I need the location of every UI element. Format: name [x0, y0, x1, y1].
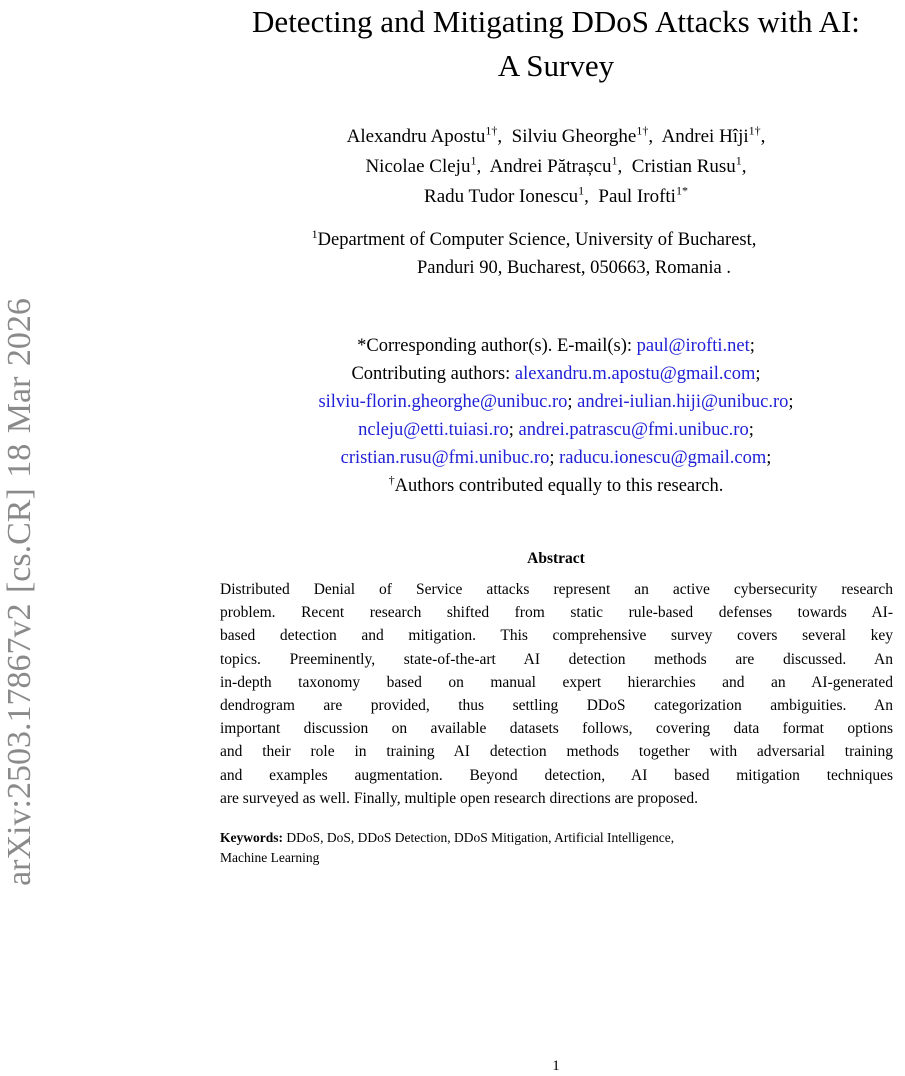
author: Silviu Gheorghe	[511, 126, 637, 147]
email-link[interactable]: paul@irofti.net	[636, 336, 750, 356]
contact-info: *Corresponding author(s). E-mail(s): paul@irofti.net; Contributing authors: alexandru.m.apostu@gmail.com; silviu-florin.gheorghe@unibuc.ro; andrei-iulian.hiji@unibuc.ro; ncleju@etti.tuiasi.ro; andrei.patrascu@fmi.unibuc.ro; cristian.rusu@fmi.unibuc.ro; raducu.ionescu@gmail.com; †Authors contributed equally to this research.	[318, 336, 794, 496]
author: Andrei Pătrașcu	[489, 156, 612, 177]
page-number: 1	[552, 1058, 560, 1074]
keywords-label: Keywords:	[220, 830, 283, 845]
abstract-line: Distributed Denial of Service attacks represent an active cybersecurity research	[220, 581, 893, 598]
affiliation-line: Department of Computer Science, University of Bucharest,	[317, 230, 757, 250]
title-line: A Survey	[497, 48, 615, 83]
abstract-heading: Abstract	[527, 550, 585, 567]
affiliation	[206, 226, 905, 282]
author-mark: 1	[735, 153, 742, 168]
author-mark: 1	[470, 153, 477, 168]
paper-title	[206, 0, 905, 88]
abstract-line: topics. Preeminently, state-of-the-art AI detection methods are discussed. An	[220, 650, 893, 668]
author: Andrei Hîji	[661, 126, 749, 147]
email-link[interactable]: alexandru.m.apostu@gmail.com	[514, 364, 756, 384]
title-line: Detecting and Mitigating DDoS Attacks with AI:	[252, 4, 860, 39]
author: Radu Tudor Ionescu	[424, 186, 579, 207]
author-mark: 1	[578, 183, 585, 198]
abstract-line: based detection and mitigation. This comprehensive survey covers several key	[220, 627, 893, 645]
equal-contribution-note: Authors contributed equally to this research.	[394, 476, 724, 496]
affiliation-line: Panduri 90, Bucharest, 050663, Romania .	[417, 258, 731, 278]
author: Cristian Rusu	[631, 156, 736, 177]
email-link[interactable]: ncleju@etti.tuiasi.ro	[358, 420, 509, 440]
author-mark: 1†	[636, 123, 649, 138]
abstract-line: and examples augmentation. Beyond detection, AI based mitigation techniques	[220, 766, 893, 784]
author: Paul Irofti	[598, 186, 676, 207]
affiliation-mark: 1	[311, 226, 318, 241]
author-mark: 1	[611, 153, 618, 168]
author-mark: 1†	[485, 123, 498, 138]
keywords-line: Machine Learning	[220, 850, 320, 865]
arxiv-identifier: arXiv:2503.17867v2 [cs.CR] 18 Mar 2026	[1, 298, 38, 886]
keywords-line: DDoS, DoS, DDoS Detection, DDoS Mitigation, Artificial Intelligence,	[286, 830, 675, 845]
abstract-line: important discussion on available datasets follows, covering data format options	[220, 720, 893, 738]
author-mark: 1†	[748, 123, 761, 138]
email-link[interactable]: andrei-iulian.hiji@unibuc.ro	[577, 392, 789, 412]
email-link[interactable]: cristian.rusu@fmi.unibuc.ro	[340, 448, 550, 468]
abstract-line: in-depth taxonomy based on manual expert hierarchies and an AI-generated	[220, 673, 893, 691]
equal-mark: †	[388, 472, 395, 487]
author-list: Alexandru Apostu$^{1\dagger}$, Silviu Gheorghe$^{1\dagger}$, Andrei Hîji$^{1\dagger}$, Nicolae Cleju$^1$, Andrei Pătrașcu$^1$, Cristian Rusu$^1$, Radu Tudor Ionescu$^1$, Paul Irofti$^{1*}$	[346, 123, 766, 207]
email-link[interactable]: andrei.patrascu@fmi.unibuc.ro	[518, 420, 749, 440]
abstract-body	[220, 578, 893, 810]
abstract-line: problem. Recent research shifted from static rule-based defenses towards AI-	[220, 604, 893, 622]
email-link[interactable]: raducu.ionescu@gmail.com	[559, 448, 767, 468]
abstract-line: and their role in training AI detection methods together with adversarial training	[220, 743, 893, 761]
author: Alexandru Apostu	[346, 126, 486, 147]
author: Nicolae Cleju	[365, 156, 471, 177]
abstract-line: dendrogram are provided, thus settling DDoS categorization ambiguities. An	[220, 697, 893, 715]
author-mark: 1*	[675, 183, 688, 198]
email-link[interactable]: silviu-florin.gheorghe@unibuc.ro	[318, 392, 568, 412]
corresponding-label: *Corresponding author(s). E-mail(s):	[357, 336, 632, 356]
abstract-line: are surveyed as well. Finally, multiple open research directions are proposed.	[220, 789, 699, 807]
keywords	[220, 828, 893, 868]
contributing-label: Contributing authors:	[351, 364, 511, 384]
